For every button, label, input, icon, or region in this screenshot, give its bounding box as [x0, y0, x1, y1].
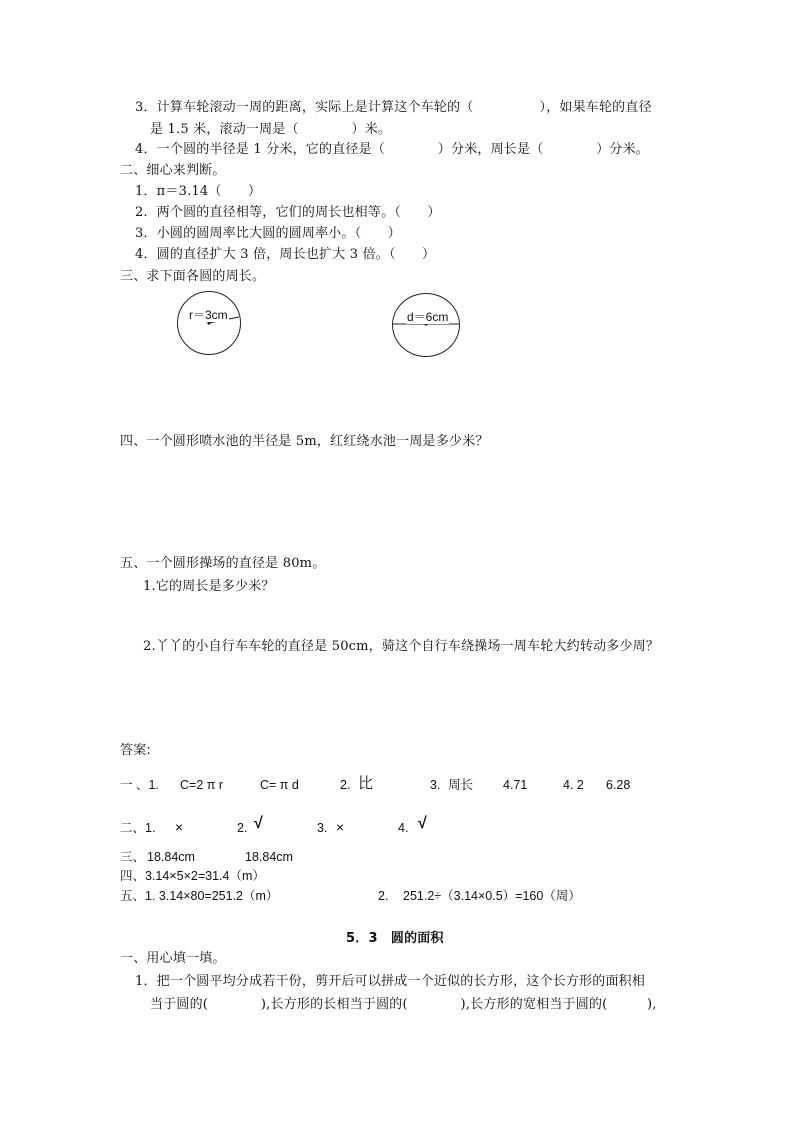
q3-line2: 是 1.5 米，滚动一周是（ ）米。: [150, 122, 392, 137]
ans2-a4: √: [418, 815, 427, 832]
ans3-a1: 18.84cm: [147, 850, 195, 864]
ans3-a2: 18.84cm: [245, 850, 293, 864]
ans1-a7: 6.28: [606, 778, 631, 792]
ans2-a2: √: [254, 815, 263, 832]
ans2-a4-num: 4.: [398, 821, 409, 835]
part2-heading: 二、细心来判断。: [120, 163, 226, 178]
q4-line: 4．一个圆的半径是 1 分米，它的直径是（ ）分米，周长是（ ）分米。: [135, 142, 650, 157]
ans1-a3-num: 2.: [340, 778, 351, 792]
ans1-a2: C= π d: [260, 778, 299, 792]
judge-item-4: 4．圆的直径扩大 3 倍，周长也扩大 3 倍。（ ）: [135, 247, 436, 262]
ans1-a6: 4. 2: [563, 778, 584, 792]
judge-item-1: 1．π＝3.14（ ）: [135, 184, 262, 199]
ans1-a3: 比: [358, 775, 374, 792]
ans1-a4: 周长: [448, 778, 474, 792]
section53-heading: 一、用心填一填。: [120, 951, 226, 966]
circle-diameter-figure: [392, 293, 460, 357]
answers-row-4: 四、3.14×5×2=31.4（m）: [120, 869, 265, 883]
ans2-a3: ×: [336, 819, 345, 835]
judge-item-2: 2．两个圆的直径相等，它们的周长也相等。（ ）: [135, 205, 441, 220]
ans1-prefix: 一 、1.: [120, 778, 159, 792]
ans5-a2: 251.2÷（3.14×0.5）=160（周）: [403, 889, 581, 903]
part5-heading: 五、一个圆形操场的直径是 80m。: [120, 556, 326, 571]
diameter-label: d＝6cm: [407, 310, 449, 324]
section53-q1-line2: 当于圆的( ),长方形的长相当于圆的( ),长方形的宽相当于圆的( ),: [150, 997, 657, 1012]
part4-question: 四、一个圆形喷水池的半径是 5m，红红绕水池一周是多少米？: [120, 434, 489, 449]
part5-q2: 2.丫丫的小自行车车轮的直径是 50cm，骑这个自行车绕操场一周车轮大约转动多少周？: [143, 639, 660, 654]
ans5-prefix: 五、1. 3.14×80=251.2（m）: [120, 889, 279, 903]
diameter-line: [393, 294, 459, 356]
ans2-a1: ×: [175, 819, 184, 835]
ans3-prefix: 三、: [120, 850, 146, 864]
circle-radius-figure: [177, 291, 241, 355]
section-title: 5．3 圆的面积: [346, 931, 444, 946]
q3-line1: 3．计算车轮滚动一周的距离，实际上是计算这个车轮的（ ），如果车轮的直径: [135, 100, 652, 115]
radius-label: r＝3cm: [189, 308, 228, 322]
ans1-a5: 4.71: [503, 778, 528, 792]
part5-q1: 1.它的周长是多少米？: [143, 579, 275, 594]
radius-line: [178, 292, 240, 354]
answers-heading: 答案:: [120, 743, 151, 758]
ans2-prefix: 二、1.: [120, 821, 156, 835]
ans2-a2-num: 2.: [237, 821, 248, 835]
ans1-a4-num: 3.: [430, 778, 441, 792]
ans5-a2-num: 2.: [378, 889, 389, 903]
judge-item-3: 3．小圆的圆周率比大圆的圆周率小。（ ）: [135, 226, 401, 241]
ans1-a1: C=2 π r: [180, 778, 224, 792]
section53-q1-line1: 1．把一个圆平均分成若干份，剪开后可以拼成一个近似的长方形，这个长方形的面积相: [135, 974, 646, 989]
ans2-a3-num: 3.: [317, 821, 328, 835]
part3-heading: 三、求下面各圆的周长。: [120, 269, 266, 284]
